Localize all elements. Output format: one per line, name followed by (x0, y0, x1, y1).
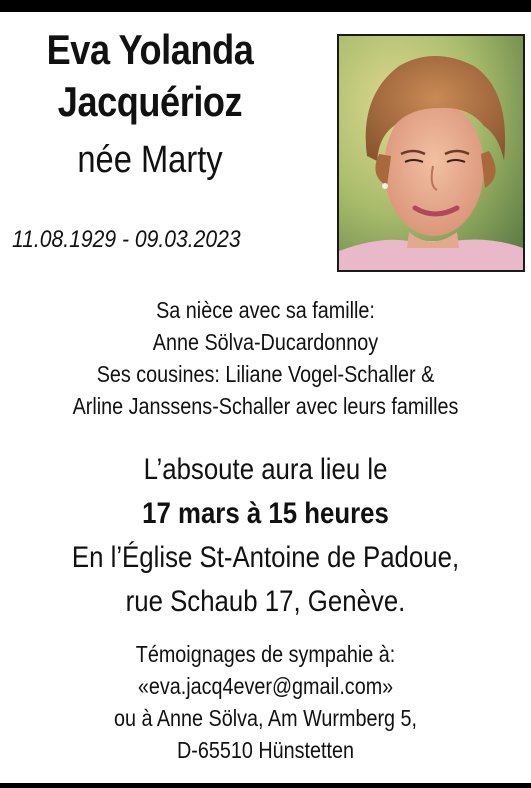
contact-address: ou à Anne Sölva, Am Wurmberg 5, (113, 705, 418, 731)
ceremony-datetime: 17 mars à 15 heures (142, 497, 389, 530)
life-dates: 11.08.1929 - 09.03.2023 (12, 226, 241, 253)
contact-intro: Témoignages de sympahie à: (135, 641, 396, 667)
ceremony-intro: L’absoute aura lieu le (143, 453, 388, 486)
surname: Jacquérioz (57, 78, 243, 125)
family-line: Arline Janssens-Schaller avec leurs familles (72, 393, 459, 419)
ceremony-section (0, 448, 531, 624)
family-line: Ses cousines: Liliane Vogel-Schaller & (96, 361, 435, 387)
family-line: Sa nièce avec sa famille: (156, 297, 375, 323)
contact-section (0, 638, 531, 766)
maiden-name: née Marty (77, 139, 223, 181)
bottom-rule (0, 783, 531, 788)
contact-email: «eva.jacq4ever@gmail.com» (137, 673, 394, 699)
ceremony-address: rue Schaub 17, Genève. (125, 585, 406, 618)
contact-city: D-65510 Hünstetten (176, 737, 355, 763)
family-section (0, 294, 531, 422)
family-line: Anne Sölva-Ducardonnoy (152, 329, 379, 355)
portrait-illustration (339, 36, 523, 270)
name-block (0, 24, 300, 186)
top-rule (0, 0, 531, 12)
first-names: Eva Yolanda (46, 26, 254, 73)
ceremony-place: En l’Église St-Antoine de Padoue, (71, 541, 460, 574)
portrait-photo (337, 34, 525, 272)
